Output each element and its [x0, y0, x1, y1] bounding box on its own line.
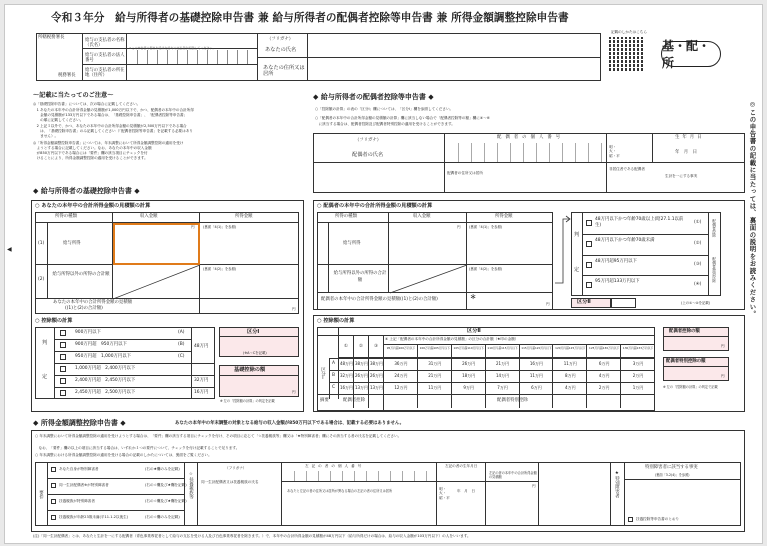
- payer-number-field[interactable]: [128, 50, 257, 64]
- out2-label: 配偶者特別控除の額: [666, 359, 706, 364]
- kihon-label: 基礎控除の額: [234, 367, 266, 373]
- adjust-furigana: （フリガナ）: [225, 466, 247, 470]
- col-type: 所得の種類: [55, 214, 77, 219]
- foot-left: 摘要: [320, 398, 329, 403]
- spouse-row2-label: 給与所得以外の所得の合計額: [333, 271, 387, 283]
- yen-mark: 円: [191, 225, 195, 229]
- grid-cell: 4万円: [565, 385, 576, 390]
- your-address-field[interactable]: [309, 59, 600, 80]
- adjust-item-note: (右の☆欄及び★欄を記載): [145, 499, 187, 503]
- adjust-line: なお、「要件」欄の以上の項目に該当する場合は、いずれか１つの要件について、チェックを付け記載することで足ります。: [35, 446, 240, 450]
- spouse-resident-field[interactable]: [654, 164, 744, 192]
- adjust-line: ○ 年末調整における所得金額調整控除の適用を受ける場合の記載のしかたについては、裏面をご覧ください。: [35, 453, 212, 457]
- grid-cell: 21万円: [428, 373, 442, 378]
- spouse-resident-note: 生計を一にする事実: [665, 174, 698, 178]
- adjust-birth-col: 左記の者の生年月日: [445, 464, 478, 468]
- kihon-field[interactable]: [220, 377, 298, 396]
- spouse-total-label: 配偶者の本年中の合計所得金額の見積額((1)と(2)の合計額): [321, 297, 438, 302]
- spouse-col-type: 所得の種類: [335, 214, 357, 219]
- row1-note: (裏面「4(1)」を参照): [203, 225, 237, 229]
- spouse-judge: 判: [574, 232, 580, 238]
- your-name-field[interactable]: [309, 34, 600, 57]
- spouse-row2-diagonal: [390, 265, 467, 293]
- spouse-check-code: (②): [694, 241, 702, 246]
- form-title: 令和３年分 給与所得者の基礎控除申告書 兼 給与所得者の配偶者控除等申告書 兼 所得金額調整控除申告書: [51, 12, 569, 24]
- grid-cell: 24万円: [394, 373, 408, 378]
- note-line: 金額の見積額が133万円以下である場合は、「基礎控除申告書」、「配偶者控除等申告書」: [33, 113, 188, 117]
- spouse-col-profit: 所得金額: [495, 214, 513, 219]
- basic-row-range: 900万円以下: [75, 330, 101, 335]
- adjust-ymd: 年 月 日: [457, 489, 475, 493]
- grid-row-key: C: [332, 385, 336, 390]
- grid-cell: 38万円: [369, 361, 384, 366]
- basic-row-range: 1,000万円超 2,400万円以下: [75, 366, 136, 371]
- notes-heading: ～記載に当たってのご注意～: [33, 92, 114, 99]
- foot-2: 配偶者特別控除: [497, 398, 528, 403]
- sub-head: 110万円超115万円以下: [487, 346, 518, 350]
- kubun1-note: (※A～Cを記載): [243, 351, 267, 355]
- basic-salary-profit-field[interactable]: [201, 233, 298, 264]
- col4-head: ④ 上記「配偶者の本年中の合計所得金額の見積額」の区分の合計額（★印の金額）: [385, 337, 519, 341]
- yen-mark: 円: [292, 390, 296, 394]
- adjust-era: 明・大・昭・平: [439, 487, 450, 500]
- basic-deduction-heading: ○ 控除額の計算: [35, 318, 73, 324]
- kubun2-field[interactable]: [611, 298, 636, 308]
- grid-cell: 8万円: [565, 373, 576, 378]
- adjust-address-col: あなたと左記の者の住所又は居所が異なる場合の左記の者の住所又は居所: [287, 489, 393, 493]
- adjust-number-col: 左記の者の個人番号: [305, 464, 365, 468]
- basic-row-range: 950万円超 1,000万円以下: [75, 354, 132, 359]
- out1-label: 配偶者控除の額: [669, 329, 700, 334]
- stamp-text: 基・配・所: [662, 39, 711, 70]
- basic-row-code: (C): [178, 354, 185, 359]
- basic-row-checkbox[interactable]: [60, 390, 66, 396]
- basic-salary-income-field[interactable]: [113, 223, 200, 265]
- grid-cell: 14万円: [496, 373, 510, 378]
- spouse-ymd: 年 月 日: [675, 150, 697, 155]
- basic-row-amount: 32万円: [194, 378, 209, 383]
- spouse-judge-2: 定: [574, 267, 580, 273]
- row1-label: 給与所得: [63, 241, 81, 246]
- row2-note: (裏面「4(2)」を参照): [203, 267, 237, 271]
- spouse-note: に該当する場合は、配偶者控除及び配偶者特別控除の適用を受けることができます。: [315, 122, 455, 126]
- spouse-furigana: （フリガナ）: [355, 138, 382, 143]
- kubun1-field[interactable]: [220, 338, 298, 352]
- kojo-checkbox[interactable]: [628, 517, 633, 522]
- spouse-check[interactable]: [586, 262, 592, 268]
- spouse-other-income-field[interactable]: [468, 275, 552, 292]
- basic-row-checkbox[interactable]: [60, 354, 66, 360]
- grid-cell: 16万円: [529, 361, 543, 366]
- spouse-heading: ◆ 給与所得者の配偶者控除等申告書 ◆: [313, 93, 434, 101]
- basic-row-range: 2,450万円超 2,500万円以下: [75, 390, 136, 395]
- sub-head: 100万円超105万円以下: [419, 346, 450, 350]
- grid-cell: 6万円: [598, 361, 610, 366]
- sub-head: 120万円超125万円以下: [555, 346, 586, 350]
- kojo-label: 扶養控除等申告書のとおり: [636, 517, 680, 521]
- yen-mark: 円: [457, 225, 461, 229]
- note-line: けることにより、所得金額調整控除の適用を受けることができます。: [33, 156, 148, 160]
- basic-heading: ◆ 給与所得者の基礎控除申告書 ◆: [33, 187, 140, 195]
- vertical-note: ◎この申告書の記載に当たっては、裏面の説明をお読みください。: [748, 100, 757, 318]
- kihon-note: ※ 左の「控除額の計算」の判定を記載: [220, 399, 275, 403]
- note-line: は、「基礎控除申告書」のみ記載してください（「配偶者控除等申告書」を記載する必要はあり: [33, 129, 193, 133]
- amount-48: 48万円: [194, 344, 209, 349]
- spouse-salary-profit-field[interactable]: [468, 233, 552, 264]
- spouse-name-label: 配偶者の氏名: [352, 152, 384, 158]
- row1-no: (1): [38, 241, 45, 246]
- grid-cell: 32万円: [339, 373, 354, 378]
- qr-caption: 記載のしかたはこちら: [611, 30, 647, 34]
- grid-cell: 11万円: [563, 361, 577, 366]
- tokubetsu-cells: [539, 462, 611, 526]
- adjust-item-label: 扶養親族が特別障害者: [59, 499, 95, 503]
- tokubetsu-label: ★特別障害者: [614, 471, 620, 498]
- adjust-item-label: あなた自身が特別障害者: [59, 467, 99, 471]
- arrow-icon: [553, 213, 571, 293]
- sub-head: 125万円超130万円以下: [589, 346, 620, 350]
- total-label: あなたの本年中の合計所得金額の見積額: [53, 300, 133, 305]
- spouse-note2: (裏面「4(2)」を参照): [469, 267, 503, 271]
- grid-cell: 26万円: [354, 373, 369, 378]
- side-label-1: 配偶者控除: [712, 219, 717, 237]
- adjust-sub: あなたの本年中の年末調整の対象となる給与の収入金額が850万円以下である場合は、記載する必要はありません。: [175, 421, 404, 426]
- row2-no: (2): [38, 277, 45, 282]
- col-head: ③: [374, 344, 378, 349]
- grid-cell: 16万円: [339, 385, 354, 390]
- row2-label: 給与所得以外の所得の合計額: [52, 272, 110, 277]
- kubun2-head: 区分Ⅱ: [467, 328, 481, 334]
- grid-cell: 18万円: [462, 373, 476, 378]
- grid-cell: 36万円: [394, 361, 408, 366]
- fuyou-birth-field[interactable]: [437, 483, 485, 525]
- yen-mark: 円: [292, 307, 296, 311]
- kubun2-note: (上の①～④を記載): [681, 301, 711, 305]
- yen-mark: 円: [546, 302, 550, 306]
- adjust-item-note: (右の☆欄及び★欄を記載): [145, 483, 187, 487]
- sub-head: 115万円超120万円以下: [521, 346, 552, 350]
- basic-row-code: (B): [178, 342, 185, 347]
- kubun2-label: 区分Ⅱ: [577, 299, 591, 305]
- tax-office-suffix: 税務署長: [58, 73, 76, 78]
- spouse-check-code: (④): [694, 282, 702, 287]
- basic-row-code: (A): [178, 330, 185, 335]
- col-income: 収入金額: [140, 214, 158, 219]
- tax-office-label: 所轄税務署長: [38, 35, 65, 40]
- grid-cell: 48万円: [339, 361, 354, 366]
- spouse-resident-label: 非居住者である配偶者: [609, 167, 645, 171]
- adjust-income-col: 左記の者の本年中の合計所得金額の見積額: [489, 471, 537, 480]
- spouse-check[interactable]: [586, 220, 592, 226]
- sub-head: 95万円超100万円以下: [386, 346, 416, 350]
- spouse-total-field[interactable]: [477, 294, 552, 309]
- fuyou-number-field[interactable]: [283, 471, 435, 481]
- basic-row-checkbox[interactable]: [60, 342, 66, 348]
- grid-cell: 12万円: [394, 385, 408, 390]
- note-line: ◎「所得金額調整控除申告書」については、年末調整において所得金額調整控除の適用を受け: [33, 141, 184, 145]
- spouse-check-code: (①): [694, 220, 702, 225]
- grid-cell: 26万円: [462, 361, 476, 366]
- basic-row-checkbox[interactable]: [60, 366, 66, 372]
- fact-label: 特別障害者に該当する事実: [645, 465, 698, 470]
- col-head: ①: [344, 344, 348, 349]
- adjust-item-checkbox[interactable]: [51, 483, 56, 488]
- spouse-birth-label: 生年月日: [675, 135, 705, 140]
- adjust-item-checkbox[interactable]: [51, 515, 56, 520]
- spouse-check-label: 95万円超133万円以下: [595, 279, 640, 284]
- basic-row-range: 900万円超 950万円以下: [75, 342, 127, 347]
- judge-char-2: 定: [42, 374, 48, 380]
- out2-field[interactable]: [664, 368, 728, 380]
- basic-row-checkbox[interactable]: [60, 330, 66, 336]
- spouse-number-field[interactable]: [446, 143, 606, 162]
- note-line: ◎「基礎控除申告書」については、次の場合に記載してください。: [33, 102, 141, 106]
- basic-row-checkbox[interactable]: [60, 378, 66, 384]
- yoken-label: 要件: [38, 490, 44, 499]
- qr-code-overlay: [609, 37, 643, 71]
- basic-income-heading: ○ あなたの本年中の合計所得金額の見積額の計算: [35, 203, 151, 209]
- judge-char: 判: [42, 340, 48, 346]
- grid-cell: 13万円: [354, 385, 369, 390]
- out-note: ※ 左の「控除額の計算」の判定で記載: [663, 385, 718, 389]
- out1-field[interactable]: [664, 338, 728, 350]
- note-line: 1 あなたの本年中の合計所得金額の見積額が1,000万円以下で、かつ、配偶者の本年中の合計所得: [33, 108, 194, 112]
- fuyou-address-field[interactable]: [283, 503, 435, 525]
- spouse-check-label: 48万円以下かつ年齢70歳以上(昭27.1.1以前生): [595, 217, 684, 229]
- spouse-address-label: 配偶者の住所又は居所: [447, 171, 483, 175]
- grid-cell: 6万円: [531, 385, 542, 390]
- yen-mark: 円: [721, 344, 725, 348]
- payer-address-field[interactable]: [128, 66, 257, 80]
- grid-row-key: A: [332, 361, 336, 366]
- form-type-stamp: [661, 39, 721, 70]
- yen-mark: 円: [532, 484, 536, 488]
- grid-cell: 4万円: [598, 373, 610, 378]
- note-line: の順に記載してください。: [33, 118, 84, 122]
- fuyou-label: ☆扶養親族等: [188, 472, 194, 499]
- note-line: 2 上記１以外で、かつ、あなたの本年中の合計所得金額の見積額が2,500万円以下である場合: [33, 124, 187, 128]
- total-sub: ((1)と(2)の合計額): [65, 306, 103, 311]
- payer-name-label: 給与の支払者の名称（氏名）: [85, 38, 125, 49]
- side-marker-icon: ◀: [7, 246, 12, 253]
- spouse-check[interactable]: [586, 282, 592, 288]
- grid-cell: 3万円: [632, 361, 644, 366]
- grid-cell: 1万円: [632, 385, 644, 390]
- spouse-number-label: 配偶者の個人番号: [497, 135, 565, 140]
- adjust-item-label: 扶養親族が年齢23歳未満(平11.1.2以後生): [59, 515, 129, 519]
- fact-field[interactable]: [626, 481, 740, 515]
- foot-1: 配偶者控除: [343, 398, 365, 403]
- adjust-name-col: 同一生計配偶者又は扶養親族の氏名: [201, 480, 259, 484]
- kubun1-side: 区分Ⅰ: [320, 367, 326, 381]
- star-mark: ＊: [470, 294, 477, 301]
- note-line: ようとする場合に記載してください。なお、あなたの本年中の収入金額: [33, 146, 152, 150]
- col-profit: 所得金額: [235, 214, 253, 219]
- side-label-2: 配偶者特別控除: [712, 257, 717, 283]
- adjust-line: ○ 年末調整において所得金額調整控除の適用を受けようとする場合は、「要件」欄の該当する項目にチェックを付け、その項目に応じて「☆扶養親族等」欄又は「★特別障害者」欄にその該当する者の氏名を記載してください。: [35, 434, 402, 438]
- payer-number-note: ※この申告書の提出を受けた給与の支払者が記載してください。: [129, 46, 216, 50]
- adjust-item-note: (右の★欄のみを記載): [145, 467, 180, 471]
- spouse-calc-heading: ○ 配偶者の本年中の合計所得金額の見積額の計算: [317, 203, 433, 209]
- your-name-label: あなたの氏名: [265, 47, 297, 53]
- your-address-label: あなたの住所又は居所: [263, 65, 305, 78]
- grid-cell: 11万円: [428, 385, 442, 390]
- grid-cell: 13万円: [369, 385, 384, 390]
- spouse-birth-field[interactable]: [654, 145, 744, 162]
- adjust-item-checkbox[interactable]: [51, 467, 56, 472]
- spouse-note: ○「控除額の計算」の表の「区分Ⅰ」欄については、「区分Ⅰ」欄を参照してください。: [315, 107, 454, 111]
- spouse-address-field[interactable]: [446, 164, 606, 192]
- basic-row-amount: 16万円: [194, 390, 209, 395]
- spouse-era: 明・大・昭・平: [609, 145, 620, 158]
- spouse-check-code: (③): [694, 262, 702, 267]
- grid-row-key: B: [332, 373, 336, 378]
- spouse-row1-label: 給与所得: [343, 241, 361, 246]
- spouse-deduction-heading: ○ 控除額の計算: [317, 318, 355, 324]
- grid-cell: 31万円: [428, 361, 442, 366]
- payer-address-label: 給与の支払者の所在地（住所）: [85, 68, 125, 79]
- grid-cell: 7万円: [497, 385, 508, 390]
- spouse-note: ○「配偶者の本年中の合計所得金額の見積額の計算」欄に該当しない場合で「配偶者控除等の額」欄に④～⑥: [315, 116, 490, 120]
- grid-cell: 2万円: [598, 385, 610, 390]
- grid-cell: 9万円: [463, 385, 474, 390]
- adjust-item-note: (右の☆欄のみを記載): [145, 515, 180, 519]
- footnote: (注)「同一生計配偶者」とは、あなたと生計を一にする配偶者（青色事業専従者として給与の支払を受ける人及び白色事業専従者を除きます。）で、本年中の合計所得金額の見積額が48万円以下（給与所得だけの場合は、給与の収入金額が103万円以下）の人をいいます。: [33, 534, 471, 538]
- fuyou-name-field[interactable]: [199, 489, 281, 525]
- basic-other-income-field[interactable]: [201, 275, 298, 298]
- col-head: ②: [359, 344, 363, 349]
- fact-note: (裏面「3-2(4)」を参照): [655, 473, 690, 477]
- grid-cell: 26万円: [369, 373, 384, 378]
- payer-number-label: 給与の支払者の法人番号: [85, 53, 125, 64]
- adjust-heading: ◆ 所得金額調整控除申告書 ◆: [33, 419, 126, 427]
- sub-head: 105万円超110万円以下: [453, 346, 484, 350]
- fuyou-income-field[interactable]: [487, 483, 538, 525]
- spouse-name-field[interactable]: [385, 145, 443, 161]
- sub-head: 130万円超133万円以下: [622, 346, 654, 350]
- spouse-check[interactable]: [586, 241, 592, 247]
- kubun1-label: 区分Ⅰ: [247, 329, 260, 335]
- tax-form-page: [4, 4, 763, 544]
- spouse-check-label: 48万円以下かつ年齢70歳未満: [595, 238, 655, 243]
- spouse-check-label: 48万円超95万円以下: [595, 259, 637, 264]
- spouse-note1: (裏面「4(1)」を参照): [469, 225, 503, 229]
- note-line: が850万円以下である場合には「要件」欄の該当項目にチェックを付: [33, 151, 148, 155]
- grid-cell: 11万円: [529, 373, 543, 378]
- basic-total-field[interactable]: [201, 300, 298, 313]
- adjust-item-checkbox[interactable]: [51, 499, 56, 504]
- grid-cell: 38万円: [354, 361, 369, 366]
- note-line: ません）。: [33, 134, 59, 138]
- spouse-salary-income-field[interactable]: [390, 224, 466, 264]
- yen-mark: 円: [721, 374, 725, 378]
- row2-diagonal: [113, 265, 200, 299]
- basic-row-range: 2,400万円超 2,450万円以下: [75, 378, 136, 383]
- furigana-label: （フリガナ）: [267, 37, 294, 42]
- adjust-item-label: 同一生計配偶者※が特別障害者: [59, 483, 109, 487]
- grid-cell: 2万円: [632, 373, 644, 378]
- spouse-col-income: 収入金額: [413, 214, 431, 219]
- grid-cell: 21万円: [496, 361, 510, 366]
